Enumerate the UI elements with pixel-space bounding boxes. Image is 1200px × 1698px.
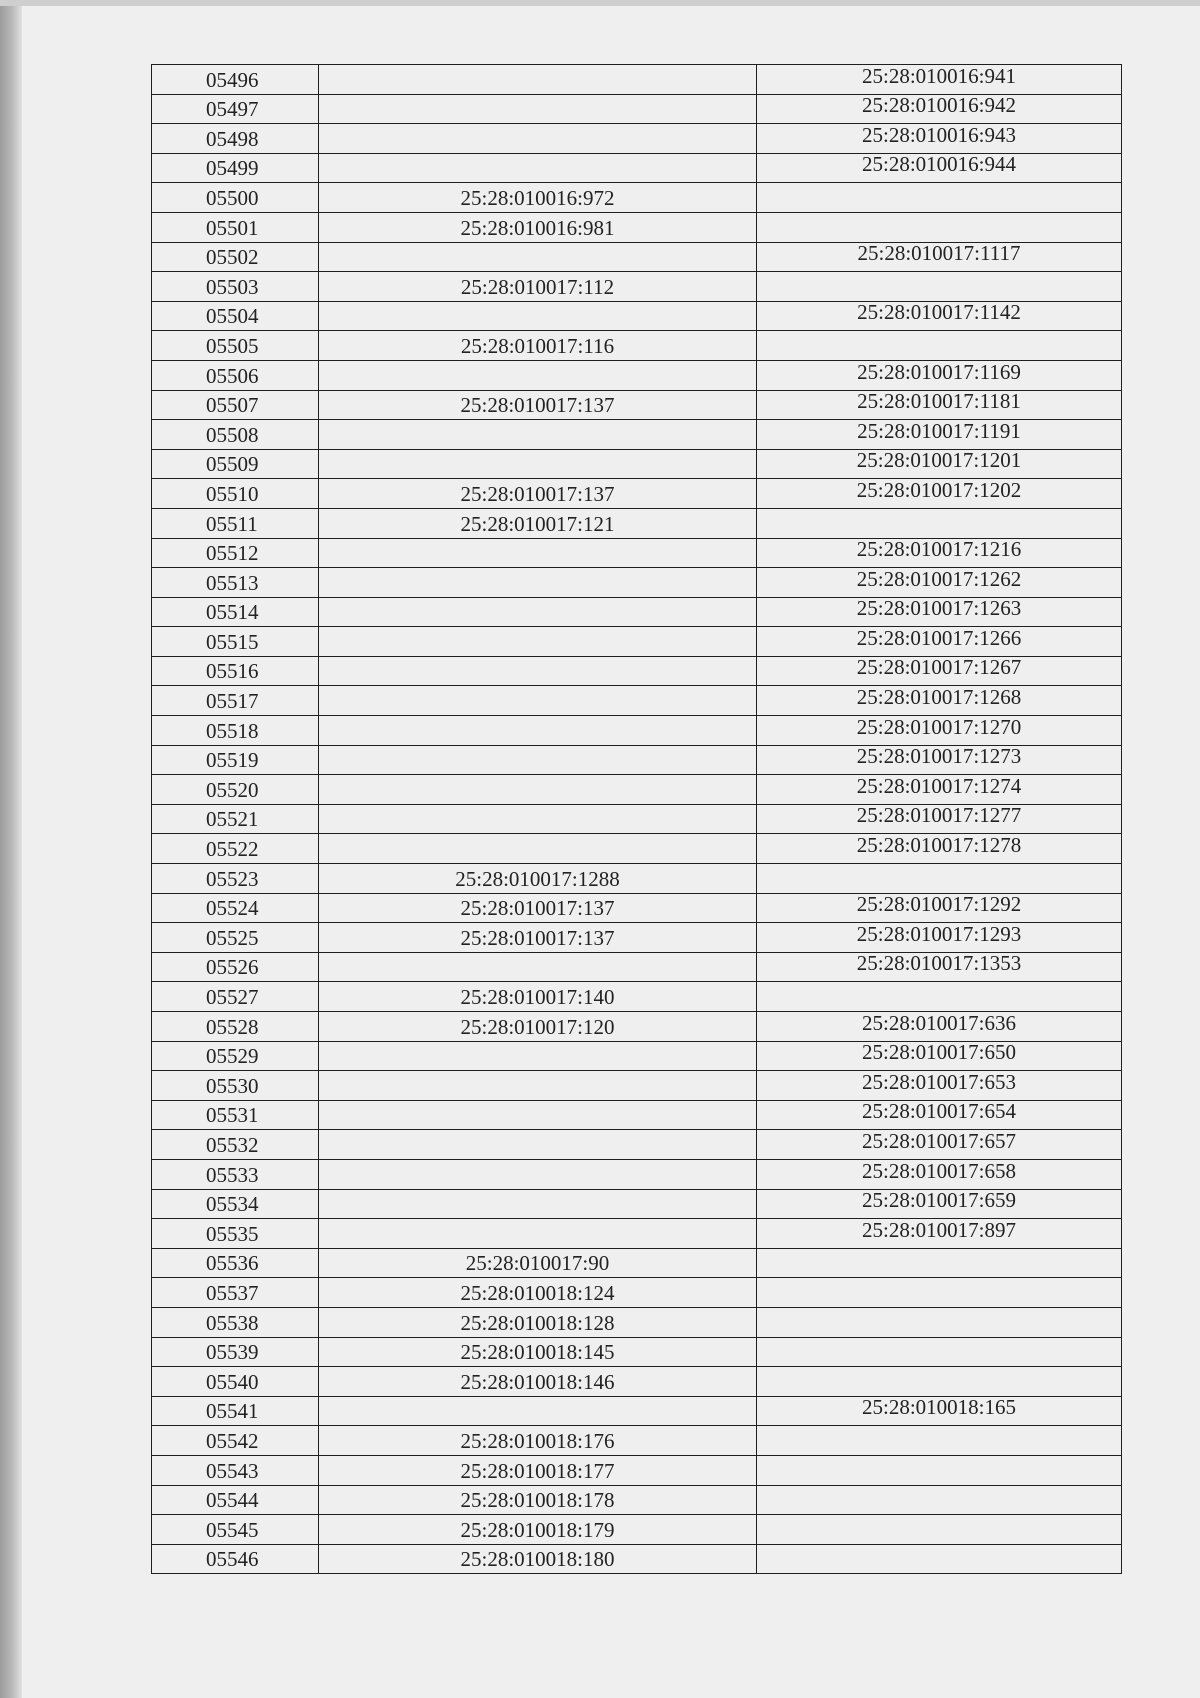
right-cadastral-cell	[757, 893, 1122, 923]
row-number-cell: 05516	[152, 656, 319, 686]
middle-cadastral-cell	[319, 153, 757, 183]
right-cadastral-cell	[757, 479, 1122, 509]
right-cadastral-text: 25:28:010017:1274	[856, 774, 1022, 798]
right-cadastral-text: 25:28:010017:653	[861, 1070, 1016, 1094]
row-number-cell: 05541	[152, 1396, 319, 1426]
table-row	[152, 212, 1122, 242]
row-number-cell: 05496	[152, 65, 319, 95]
right-cadastral-cell	[757, 1189, 1122, 1219]
cadastral-number-table	[151, 64, 1122, 1574]
middle-cadastral-cell: 25:28:010016:981	[319, 212, 757, 242]
right-cadastral-cell	[757, 1307, 1122, 1337]
row-number-cell: 05529	[152, 1041, 319, 1071]
middle-cadastral-cell	[319, 360, 757, 390]
right-cadastral-cell	[757, 272, 1122, 302]
row-number-cell: 05525	[152, 923, 319, 953]
table-row	[152, 804, 1122, 834]
table-row	[152, 568, 1122, 598]
middle-cadastral-cell	[319, 1159, 757, 1189]
right-cadastral-text: 25:28:010017:1169	[857, 360, 1021, 384]
right-cadastral-text: 25:28:010017:636	[861, 1011, 1016, 1035]
table-row	[152, 360, 1122, 390]
right-cadastral-cell	[757, 597, 1122, 627]
row-number-cell: 05504	[152, 301, 319, 331]
row-number-cell: 05505	[152, 331, 319, 361]
right-cadastral-text: 25:28:010017:1181	[857, 390, 1021, 414]
right-cadastral-cell	[757, 982, 1122, 1012]
right-cadastral-cell	[757, 864, 1122, 894]
row-number-cell: 05499	[152, 153, 319, 183]
right-cadastral-text: 25:28:010017:650	[861, 1041, 1016, 1065]
table-row	[152, 982, 1122, 1012]
right-cadastral-cell	[757, 1367, 1122, 1397]
middle-cadastral-cell	[319, 301, 757, 331]
table-row	[152, 1396, 1122, 1426]
middle-cadastral-cell: 25:28:010018:128	[319, 1307, 757, 1337]
right-cadastral-cell	[757, 360, 1122, 390]
row-number-cell: 05536	[152, 1248, 319, 1278]
table-row	[152, 1278, 1122, 1308]
middle-cadastral-cell: 25:28:010017:140	[319, 982, 757, 1012]
middle-cadastral-cell	[319, 94, 757, 124]
table-row	[152, 1130, 1122, 1160]
row-number-cell: 05503	[152, 272, 319, 302]
middle-cadastral-cell: 25:28:010018:180	[319, 1544, 757, 1574]
row-number-cell: 05534	[152, 1189, 319, 1219]
middle-cadastral-cell	[319, 1219, 757, 1249]
table-row	[152, 538, 1122, 568]
table-row	[152, 864, 1122, 894]
table-row	[152, 153, 1122, 183]
row-number-cell: 05517	[152, 686, 319, 716]
middle-cadastral-cell	[319, 597, 757, 627]
right-cadastral-text: 25:28:010016:943	[861, 123, 1016, 147]
right-cadastral-text: 25:28:010017:1191	[857, 419, 1021, 443]
table-row	[152, 1307, 1122, 1337]
right-cadastral-text: 25:28:010016:941	[861, 64, 1016, 88]
right-cadastral-cell	[757, 124, 1122, 154]
right-cadastral-cell	[757, 1100, 1122, 1130]
table-row	[152, 1544, 1122, 1574]
right-cadastral-cell	[757, 834, 1122, 864]
right-cadastral-cell	[757, 1278, 1122, 1308]
right-cadastral-text: 25:28:010017:1268	[856, 685, 1022, 710]
table-row	[152, 1071, 1122, 1101]
right-cadastral-text: 25:28:010017:1216	[856, 538, 1022, 562]
table-row	[152, 1248, 1122, 1278]
row-number-cell: 05520	[152, 775, 319, 805]
right-cadastral-cell	[757, 1426, 1122, 1456]
middle-cadastral-cell: 25:28:010017:121	[319, 508, 757, 538]
right-cadastral-text: 25:28:010017:1292	[856, 893, 1022, 917]
row-number-cell: 05526	[152, 952, 319, 982]
right-cadastral-text: 25:28:010017:1263	[856, 597, 1022, 621]
right-cadastral-text: 25:28:010017:1202	[856, 478, 1022, 502]
middle-cadastral-cell: 25:28:010016:972	[319, 183, 757, 213]
row-number-cell: 05533	[152, 1159, 319, 1189]
middle-cadastral-cell: 25:28:010017:137	[319, 923, 757, 953]
row-number-cell: 05502	[152, 242, 319, 272]
middle-cadastral-cell: 25:28:010018:178	[319, 1485, 757, 1515]
right-cadastral-text: 25:28:010017:1117	[857, 242, 1021, 266]
middle-cadastral-cell	[319, 804, 757, 834]
table-row	[152, 1012, 1122, 1042]
right-cadastral-cell	[757, 1485, 1122, 1515]
table-row	[152, 923, 1122, 953]
table-row	[152, 449, 1122, 479]
table-row	[152, 508, 1122, 538]
row-number-cell: 05538	[152, 1307, 319, 1337]
middle-cadastral-cell	[319, 745, 757, 775]
table-row	[152, 1515, 1122, 1545]
row-number-cell: 05498	[152, 124, 319, 154]
middle-cadastral-cell	[319, 1396, 757, 1426]
right-cadastral-text: 25:28:010017:1201	[856, 449, 1022, 473]
table-row	[152, 1367, 1122, 1397]
right-cadastral-text: 25:28:010017:1293	[856, 922, 1022, 946]
right-cadastral-text: 25:28:010017:659	[861, 1189, 1016, 1213]
middle-cadastral-cell	[319, 1130, 757, 1160]
middle-cadastral-cell	[319, 124, 757, 154]
right-cadastral-text: 25:28:010017:1353	[856, 952, 1022, 976]
right-cadastral-text: 25:28:010017:897	[861, 1218, 1016, 1242]
right-cadastral-cell	[757, 65, 1122, 95]
right-cadastral-cell	[757, 656, 1122, 686]
middle-cadastral-cell: 25:28:010017:137	[319, 479, 757, 509]
table-row	[152, 331, 1122, 361]
row-number-cell: 05506	[152, 360, 319, 390]
row-number-cell: 05507	[152, 390, 319, 420]
table-row	[152, 656, 1122, 686]
right-cadastral-cell	[757, 1041, 1122, 1071]
table-row	[152, 390, 1122, 420]
table-row	[152, 272, 1122, 302]
right-cadastral-cell	[757, 1396, 1122, 1426]
table-row	[152, 952, 1122, 982]
table-row	[152, 1159, 1122, 1189]
middle-cadastral-cell: 25:28:010018:177	[319, 1455, 757, 1485]
right-cadastral-text: 25:28:010016:942	[861, 94, 1016, 118]
table-row	[152, 1100, 1122, 1130]
row-number-cell: 05543	[152, 1455, 319, 1485]
table-row	[152, 1455, 1122, 1485]
table-row	[152, 1189, 1122, 1219]
right-cadastral-text: 25:28:010017:654	[861, 1100, 1016, 1124]
right-cadastral-text: 25:28:010017:1278	[856, 833, 1022, 858]
row-number-cell: 05528	[152, 1012, 319, 1042]
right-cadastral-text: 25:28:010017:1267	[856, 656, 1022, 680]
table-row	[152, 479, 1122, 509]
row-number-cell: 05522	[152, 834, 319, 864]
right-cadastral-cell	[757, 1544, 1122, 1574]
right-cadastral-cell	[757, 538, 1122, 568]
row-number-cell: 05524	[152, 893, 319, 923]
middle-cadastral-cell	[319, 242, 757, 272]
table-row	[152, 94, 1122, 124]
right-cadastral-cell	[757, 183, 1122, 213]
row-number-cell: 05542	[152, 1426, 319, 1456]
table-row	[152, 242, 1122, 272]
right-cadastral-cell	[757, 212, 1122, 242]
row-number-cell: 05521	[152, 804, 319, 834]
middle-cadastral-cell	[319, 1041, 757, 1071]
middle-cadastral-cell	[319, 952, 757, 982]
row-number-cell: 05527	[152, 982, 319, 1012]
right-cadastral-cell	[757, 1159, 1122, 1189]
right-cadastral-cell	[757, 1130, 1122, 1160]
middle-cadastral-cell	[319, 775, 757, 805]
middle-cadastral-cell: 25:28:010017:116	[319, 331, 757, 361]
row-number-cell: 05508	[152, 420, 319, 450]
right-cadastral-cell	[757, 1071, 1122, 1101]
row-number-cell: 05544	[152, 1485, 319, 1515]
right-cadastral-cell	[757, 1012, 1122, 1042]
table-row	[152, 627, 1122, 657]
right-cadastral-cell	[757, 153, 1122, 183]
table-row	[152, 1426, 1122, 1456]
table-row	[152, 775, 1122, 805]
middle-cadastral-cell: 25:28:010018:176	[319, 1426, 757, 1456]
right-cadastral-text: 25:28:010017:1266	[856, 626, 1022, 650]
right-cadastral-cell	[757, 923, 1122, 953]
right-cadastral-text: 25:28:010017:658	[861, 1159, 1016, 1183]
right-cadastral-cell	[757, 390, 1122, 420]
right-cadastral-cell	[757, 1455, 1122, 1485]
table-row	[152, 834, 1122, 864]
row-number-cell: 05546	[152, 1544, 319, 1574]
row-number-cell: 05539	[152, 1337, 319, 1367]
right-cadastral-text: 25:28:010016:944	[861, 153, 1016, 177]
row-number-cell: 05537	[152, 1278, 319, 1308]
right-cadastral-cell	[757, 745, 1122, 775]
right-cadastral-cell	[757, 627, 1122, 657]
scan-left-edge	[0, 0, 22, 1698]
right-cadastral-text: 25:28:010017:1273	[856, 745, 1022, 769]
middle-cadastral-cell	[319, 449, 757, 479]
right-cadastral-cell	[757, 1337, 1122, 1367]
table-row	[152, 893, 1122, 923]
right-cadastral-cell	[757, 94, 1122, 124]
middle-cadastral-cell: 25:28:010018:179	[319, 1515, 757, 1545]
right-cadastral-cell	[757, 1515, 1122, 1545]
row-number-cell: 05518	[152, 716, 319, 746]
right-cadastral-cell	[757, 686, 1122, 716]
table-row	[152, 1041, 1122, 1071]
row-number-cell: 05532	[152, 1130, 319, 1160]
middle-cadastral-cell: 25:28:010017:90	[319, 1248, 757, 1278]
right-cadastral-text: 25:28:010017:657	[861, 1129, 1016, 1153]
middle-cadastral-cell	[319, 1071, 757, 1101]
right-cadastral-cell	[757, 1219, 1122, 1249]
row-number-cell: 05523	[152, 864, 319, 894]
middle-cadastral-cell: 25:28:010018:145	[319, 1337, 757, 1367]
right-cadastral-cell	[757, 301, 1122, 331]
table-row	[152, 597, 1122, 627]
middle-cadastral-cell	[319, 1100, 757, 1130]
row-number-cell: 05511	[152, 508, 319, 538]
middle-cadastral-cell: 25:28:010017:137	[319, 893, 757, 923]
right-cadastral-cell	[757, 331, 1122, 361]
right-cadastral-cell	[757, 568, 1122, 598]
right-cadastral-text: 25:28:010017:1277	[856, 804, 1022, 828]
row-number-cell: 05510	[152, 479, 319, 509]
table-row	[152, 65, 1122, 95]
row-number-cell: 05501	[152, 212, 319, 242]
row-number-cell: 05519	[152, 745, 319, 775]
right-cadastral-cell	[757, 449, 1122, 479]
middle-cadastral-cell: 25:28:010017:1288	[319, 864, 757, 894]
row-number-cell: 05515	[152, 627, 319, 657]
row-number-cell: 05540	[152, 1367, 319, 1397]
row-number-cell: 05545	[152, 1515, 319, 1545]
right-cadastral-cell	[757, 952, 1122, 982]
table-row	[152, 1337, 1122, 1367]
right-cadastral-text: 25:28:010017:1142	[857, 301, 1021, 325]
table-row	[152, 686, 1122, 716]
row-number-cell: 05500	[152, 183, 319, 213]
row-number-cell: 05512	[152, 538, 319, 568]
right-cadastral-cell	[757, 242, 1122, 272]
right-cadastral-cell	[757, 420, 1122, 450]
row-number-cell: 05497	[152, 94, 319, 124]
right-cadastral-cell	[757, 1248, 1122, 1278]
middle-cadastral-cell	[319, 420, 757, 450]
middle-cadastral-cell	[319, 568, 757, 598]
middle-cadastral-cell	[319, 538, 757, 568]
row-number-cell: 05513	[152, 568, 319, 598]
table-row	[152, 420, 1122, 450]
table-body	[152, 65, 1122, 1574]
middle-cadastral-cell: 25:28:010017:120	[319, 1012, 757, 1042]
row-number-cell: 05530	[152, 1071, 319, 1101]
row-number-cell: 05531	[152, 1100, 319, 1130]
table-row	[152, 124, 1122, 154]
table-row	[152, 716, 1122, 746]
scan-top-edge	[0, 0, 1200, 6]
middle-cadastral-cell	[319, 1189, 757, 1219]
right-cadastral-cell	[757, 804, 1122, 834]
row-number-cell: 05535	[152, 1219, 319, 1249]
row-number-cell: 05514	[152, 597, 319, 627]
right-cadastral-cell	[757, 716, 1122, 746]
right-cadastral-text: 25:28:010017:1270	[856, 715, 1022, 739]
middle-cadastral-cell: 25:28:010017:137	[319, 390, 757, 420]
right-cadastral-text: 25:28:010017:1262	[856, 567, 1022, 591]
middle-cadastral-cell	[319, 834, 757, 864]
middle-cadastral-cell	[319, 627, 757, 657]
right-cadastral-text: 25:28:010018:165	[861, 1396, 1016, 1420]
row-number-cell: 05509	[152, 449, 319, 479]
middle-cadastral-cell	[319, 686, 757, 716]
table-row	[152, 183, 1122, 213]
middle-cadastral-cell: 25:28:010018:124	[319, 1278, 757, 1308]
middle-cadastral-cell: 25:28:010018:146	[319, 1367, 757, 1397]
table-row	[152, 301, 1122, 331]
right-cadastral-cell	[757, 508, 1122, 538]
table-row	[152, 1485, 1122, 1515]
middle-cadastral-cell	[319, 716, 757, 746]
table-row	[152, 1219, 1122, 1249]
middle-cadastral-cell	[319, 656, 757, 686]
middle-cadastral-cell	[319, 65, 757, 95]
right-cadastral-cell	[757, 775, 1122, 805]
table-row	[152, 745, 1122, 775]
middle-cadastral-cell: 25:28:010017:112	[319, 272, 757, 302]
